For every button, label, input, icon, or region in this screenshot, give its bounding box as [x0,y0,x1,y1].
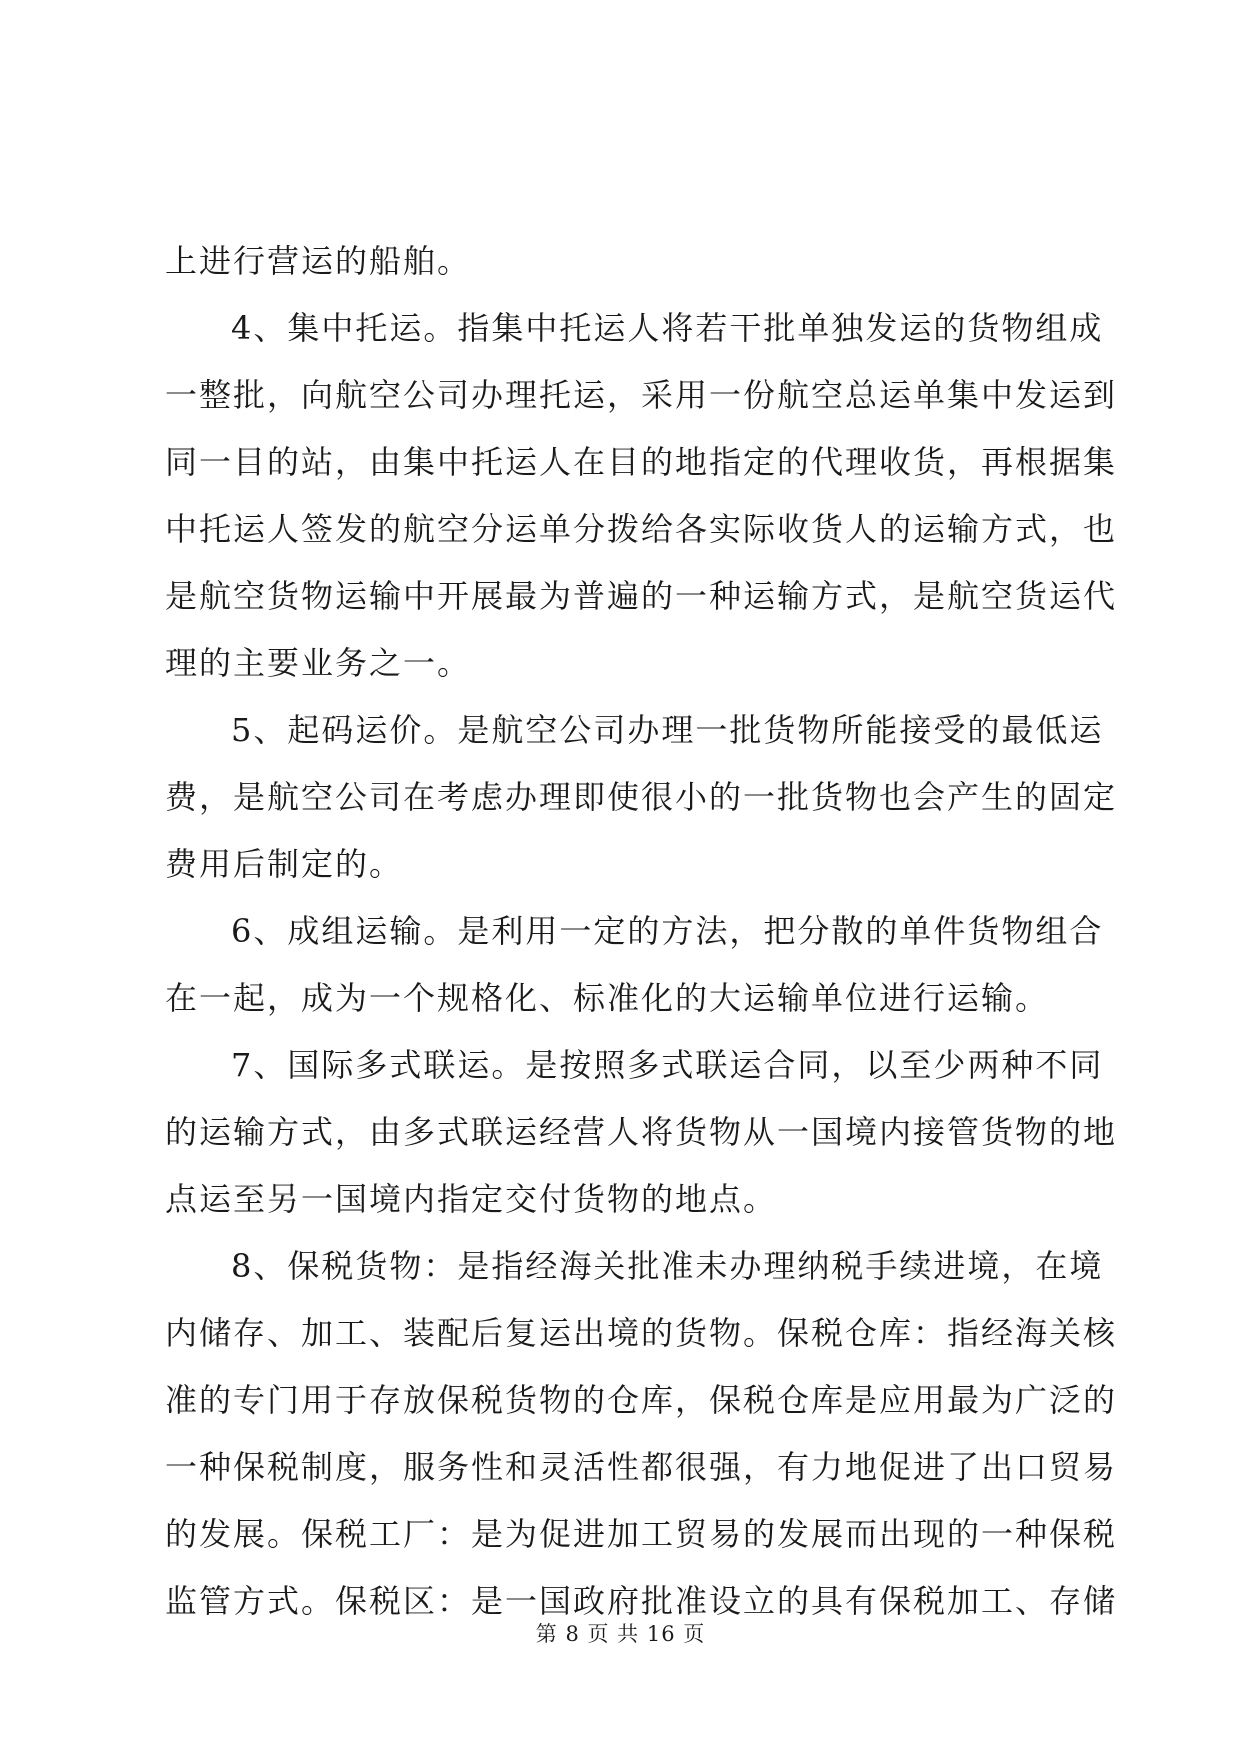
text-line: 点运至另一国境内指定交付货物的地点。 [165,1180,778,1218]
paragraph [165,1233,1118,1635]
paragraph [165,1032,1118,1233]
text-line: 6、成组运输。是利用一定的方法，把分散的单件货物组合 [231,912,1104,950]
text-line: 内储存、加工、装配后复运出境的货物。保税仓库：指经海关核 [165,1314,1118,1352]
page-number: 第 8 页 共 16 页 [535,1622,706,1646]
paragraph [165,228,1077,295]
text-line: 费用后制定的。 [165,845,404,883]
text-line: 一种保税制度，服务性和灵活性都很强，有力地促进了出口贸易 [165,1448,1118,1486]
text-line: 准的专门用于存放保税货物的仓库，保税仓库是应用最为广泛的 [165,1381,1118,1419]
text-line: 的发展。保税工厂：是为促进加工贸易的发展而出现的一种保税 [165,1515,1118,1553]
page-footer [0,1618,1241,1648]
text-line: 的运输方式，由多式联运经营人将货物从一国境内接管货物的地 [165,1113,1118,1151]
paragraph [165,697,1118,898]
text-line: 一整批，向航空公司办理托运，采用一份航空总运单集中发运到 [165,376,1118,414]
text-line: 8、保税货物：是指经海关批准未办理纳税手续进境，在境 [231,1247,1104,1285]
paragraph [165,898,1104,1032]
paragraph [165,295,1118,697]
text-line: 4、集中托运。指集中托运人将若干批单独发运的货物组成 [231,309,1104,347]
text-line: 是航空货物运输中开展最为普遍的一种运输方式，是航空货运代 [165,577,1118,615]
text-line: 理的主要业务之一。 [165,644,472,682]
text-line: 中托运人签发的航空分运单分拨给各实际收货人的运输方式，也 [165,510,1118,548]
text-line: 在一起，成为一个规格化、标准化的大运输单位进行运输。 [165,979,1050,1017]
text-line: 监管方式。保税区：是一国政府批准设立的具有保税加工、存储 [165,1582,1118,1620]
document-body [165,228,1118,1635]
text-line: 5、起码运价。是航空公司办理一批货物所能接受的最低运 [231,711,1104,749]
text-line: 同一目的站，由集中托运人在目的地指定的代理收货，再根据集 [165,443,1118,481]
text-line: 上进行营运的船舶。 [165,242,472,280]
text-line: 费，是航空公司在考虑办理即使很小的一批货物也会产生的固定 [165,778,1118,816]
text-line: 7、国际多式联运。是按照多式联运合同，以至少两种不同 [231,1046,1104,1084]
